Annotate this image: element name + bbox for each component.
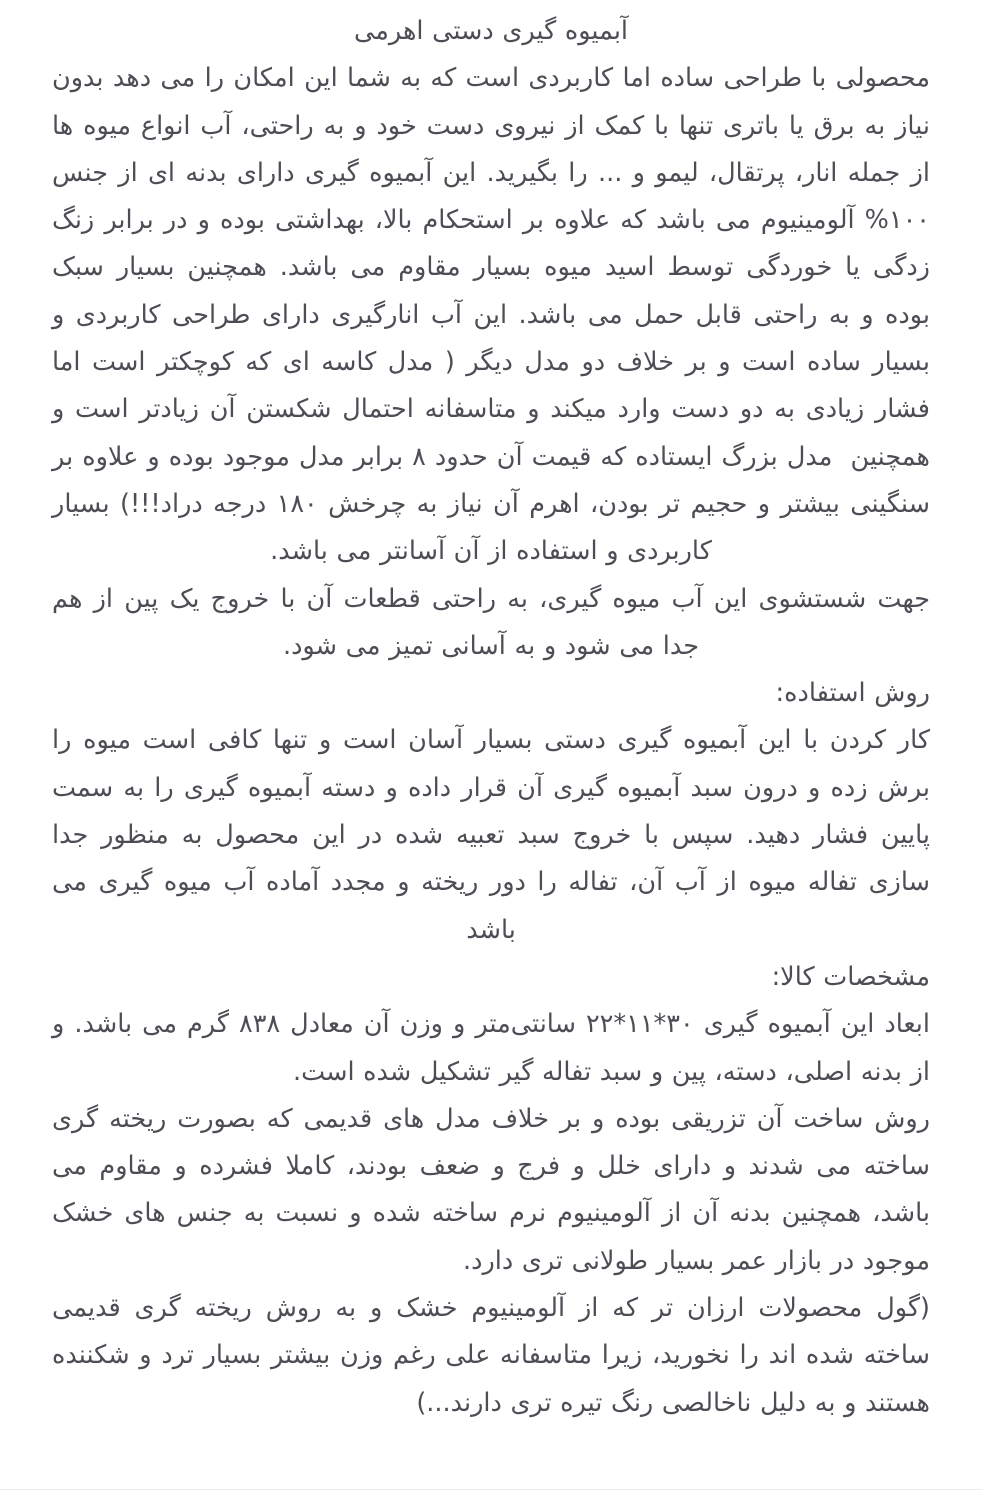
paragraph-manufacturing: روش ساخت آن تزریقی بوده و بر خلاف مدل های قدیمی که بصورت ریخته گری ساخته می شدند و دارای خلل و فرج و ضعف بودند، کاملا فشرده و مقاوم می باشد، همچنین بدنه آن از آلومینیوم نرم ساخته شده و نسبت به جنس های خشک موجود در بازار عمر بسیار طولانی تری دارد. — [43, 1103, 930, 1276]
paragraph-intro: محصولی با طراحی ساده اما کاربردی است که به شما این امکان را می دهد بدون نیاز به برق یا باتری تنها با کمک از نیروی دست خود و به راحتی، آب انواع میوه ها از جمله انار، پرتقال، لیمو و ... را بگیرید. این آبمیوه گیری دارای بدنه ای از جنس ۱۰۰% آلومینیوم می باشد که علاوه بر استحکام بالا، بهداشتی بوده و در برابر زنگ زدگی یا خوردگی توسط اسید میوه بسیار مقاوم می باشد. همچنین بسیار سبک بوده و به راحتی قابل حمل می باشد. این آب انارگیری دارای طراحی کاربردی و بسیار ساده است و بر خلاف دو مدل دیگر ( مدل کاسه ای که کوچکتر است اما فشار زیادی به دو دست وارد میکند و متاسفانه احتمال شکستن آن زیادتر است و همچنین مدل بزرگ ایستاده که قیمت آن حدود ۸ برابر مدل موجود بوده و علاوه بر سنگینی بیشتر و حجیم تر بودن، اهرم آن نیاز به چرخش ۱۸۰ درجه دراد!!!) بسیار کاربردی و استفاده از آن آسانتر می باشد. — [43, 63, 930, 567]
document-body — [43, 8, 930, 1427]
heading-usage: روش استفاده: — [775, 678, 930, 709]
bottom-divider — [0, 1489, 982, 1490]
paragraph-usage-body: کار کردن با این آبمیوه گیری دستی بسیار آسان است و تنها کافی است میوه را برش زده و درون سبد آبمیوه گیری آن قرار داده و دسته آبمیوه گیری را به سمت پایین فشار دهید. سپس با خروج سبد تعبیه شده در این محصول به منظور جدا سازی تفاله میوه از آب آن، تفاله را دور ریخته و مجدد آماده آب میوه گیری می باشد — [43, 725, 930, 945]
product-title: آبمیوه گیری دستی اهرمی — [353, 16, 629, 46]
paragraph-washing: جهت شستشوی این آب میوه گیری، به راحتی قطعات آن با خروج یک پین از هم جدا می شود و به آسانی تمیز می شود. — [43, 583, 930, 661]
paragraph-specs-body: ابعاد این آبمیوه گیری ۳۰*۱۱*۲۲ سانتی‌متر و وزن آن معادل ۸۳۸ گرم می باشد. و از بدنه اصلی، دسته، پین و سبد تفاله گیر تشکیل شده است. — [43, 1009, 930, 1087]
heading-specs: مشخصات کالا: — [771, 961, 930, 992]
paragraph-warning: (گول محصولات ارزان تر که از آلومینیوم خشک و به روش ریخته گری قدیمی ساخته شده اند را نخورید، زیرا متاسفانه علی رغم وزن بیشتر بسیار ترد و شکننده هستند و به دلیل ناخالصی رنگ تیره تری دارند...) — [43, 1293, 930, 1418]
